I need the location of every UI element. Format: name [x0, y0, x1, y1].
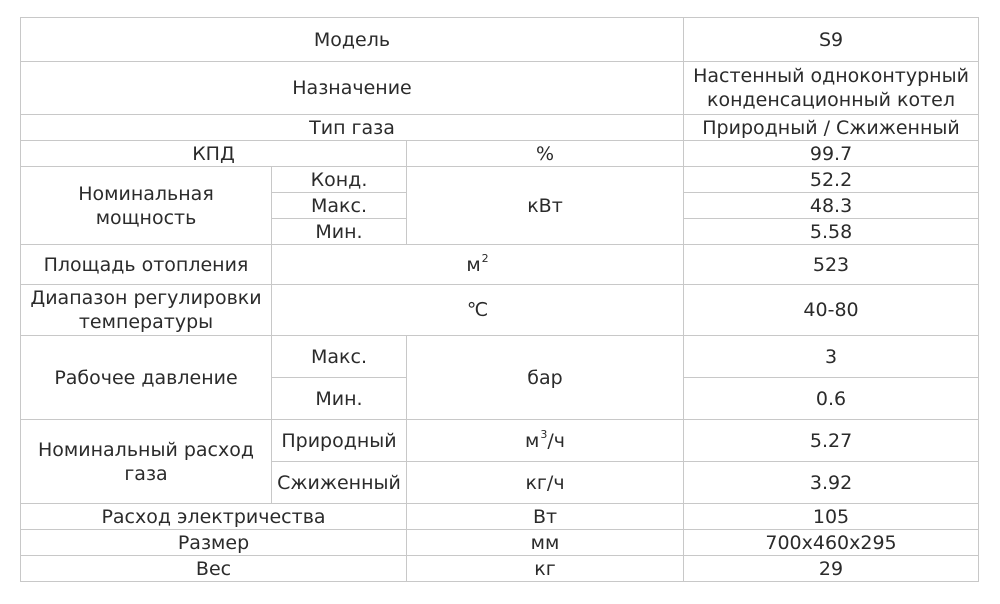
- model-value: S9: [684, 18, 979, 62]
- efficiency-unit: %: [407, 141, 684, 167]
- purpose-value-line1: Настенный одноконтурный: [693, 65, 969, 87]
- area-unit-base: м: [466, 253, 481, 276]
- temp-range-unit: ℃: [272, 285, 684, 336]
- row-purpose: [21, 62, 979, 115]
- gas-flow-value-natural: 5.27: [684, 420, 979, 462]
- area-unit-sup: 2: [481, 251, 489, 265]
- pressure-sub-max: Макс.: [272, 336, 407, 378]
- efficiency-value: 99.7: [684, 141, 979, 167]
- size-value: 700x460x295: [684, 530, 979, 556]
- electricity-unit: Вт: [407, 504, 684, 530]
- gas-flow-label: [21, 420, 272, 504]
- gas-flow-sub-lpg: Сжиженный: [272, 462, 407, 504]
- row-gas-type: [21, 115, 979, 141]
- efficiency-label: КПД: [21, 141, 407, 167]
- model-label: Модель: [21, 18, 684, 62]
- weight-value: 29: [684, 556, 979, 582]
- gas-type-value: Природный / Сжиженный: [684, 115, 979, 141]
- power-sub-cond: Конд.: [272, 167, 407, 193]
- power-sub-min: Мин.: [272, 219, 407, 245]
- gas-flow-unit-sup: 3: [540, 427, 548, 441]
- temp-range-label-line2: температуры: [78, 311, 214, 333]
- pressure-unit: бар: [407, 336, 684, 420]
- row-area: [21, 245, 979, 285]
- power-unit: кВт: [407, 167, 684, 245]
- area-unit: [272, 245, 684, 285]
- weight-label: Вес: [21, 556, 407, 582]
- power-label: [21, 167, 272, 245]
- row-power-cond: [21, 167, 979, 193]
- power-value-cond: 52.2: [684, 167, 979, 193]
- power-label-line2: мощность: [95, 206, 197, 229]
- row-gas-flow-natural: [21, 420, 979, 462]
- weight-unit: кг: [407, 556, 684, 582]
- temp-range-label: [21, 285, 272, 336]
- row-efficiency: [21, 141, 979, 167]
- size-unit: мм: [407, 530, 684, 556]
- row-weight: [21, 556, 979, 582]
- area-label: Площадь отопления: [21, 245, 272, 285]
- power-label-line1: Номинальная: [78, 182, 214, 205]
- electricity-value: 105: [684, 504, 979, 530]
- gas-flow-label-line2: газа: [124, 462, 168, 485]
- row-pressure-max: [21, 336, 979, 378]
- power-value-min: 5.58: [684, 219, 979, 245]
- power-sub-max: Макс.: [272, 193, 407, 219]
- gas-flow-unit-tail: /ч: [547, 429, 565, 452]
- gas-flow-unit-base: м: [525, 429, 540, 452]
- purpose-label: Назначение: [21, 62, 684, 115]
- pressure-value-max: 3: [684, 336, 979, 378]
- row-size: [21, 530, 979, 556]
- temp-range-label-line1: Диапазон регулировки: [30, 287, 262, 309]
- size-label: Размер: [21, 530, 407, 556]
- pressure-sub-min: Мин.: [272, 378, 407, 420]
- gas-flow-unit-lpg: кг/ч: [407, 462, 684, 504]
- spec-table: [20, 17, 979, 582]
- gas-flow-value-lpg: 3.92: [684, 462, 979, 504]
- gas-flow-label-line1: Номинальный расход: [38, 438, 254, 461]
- row-electricity: [21, 504, 979, 530]
- temp-range-value: 40-80: [684, 285, 979, 336]
- pressure-value-min: 0.6: [684, 378, 979, 420]
- gas-flow-unit-natural: [407, 420, 684, 462]
- purpose-value: [684, 62, 979, 115]
- area-value: 523: [684, 245, 979, 285]
- gas-type-label: Тип газа: [21, 115, 684, 141]
- purpose-value-line2: конденсационный котел: [707, 89, 956, 111]
- electricity-label: Расход электричества: [21, 504, 407, 530]
- gas-flow-sub-natural: Природный: [272, 420, 407, 462]
- pressure-label: Рабочее давление: [21, 336, 272, 420]
- row-temp-range: [21, 285, 979, 336]
- power-value-max: 48.3: [684, 193, 979, 219]
- row-model: [21, 18, 979, 62]
